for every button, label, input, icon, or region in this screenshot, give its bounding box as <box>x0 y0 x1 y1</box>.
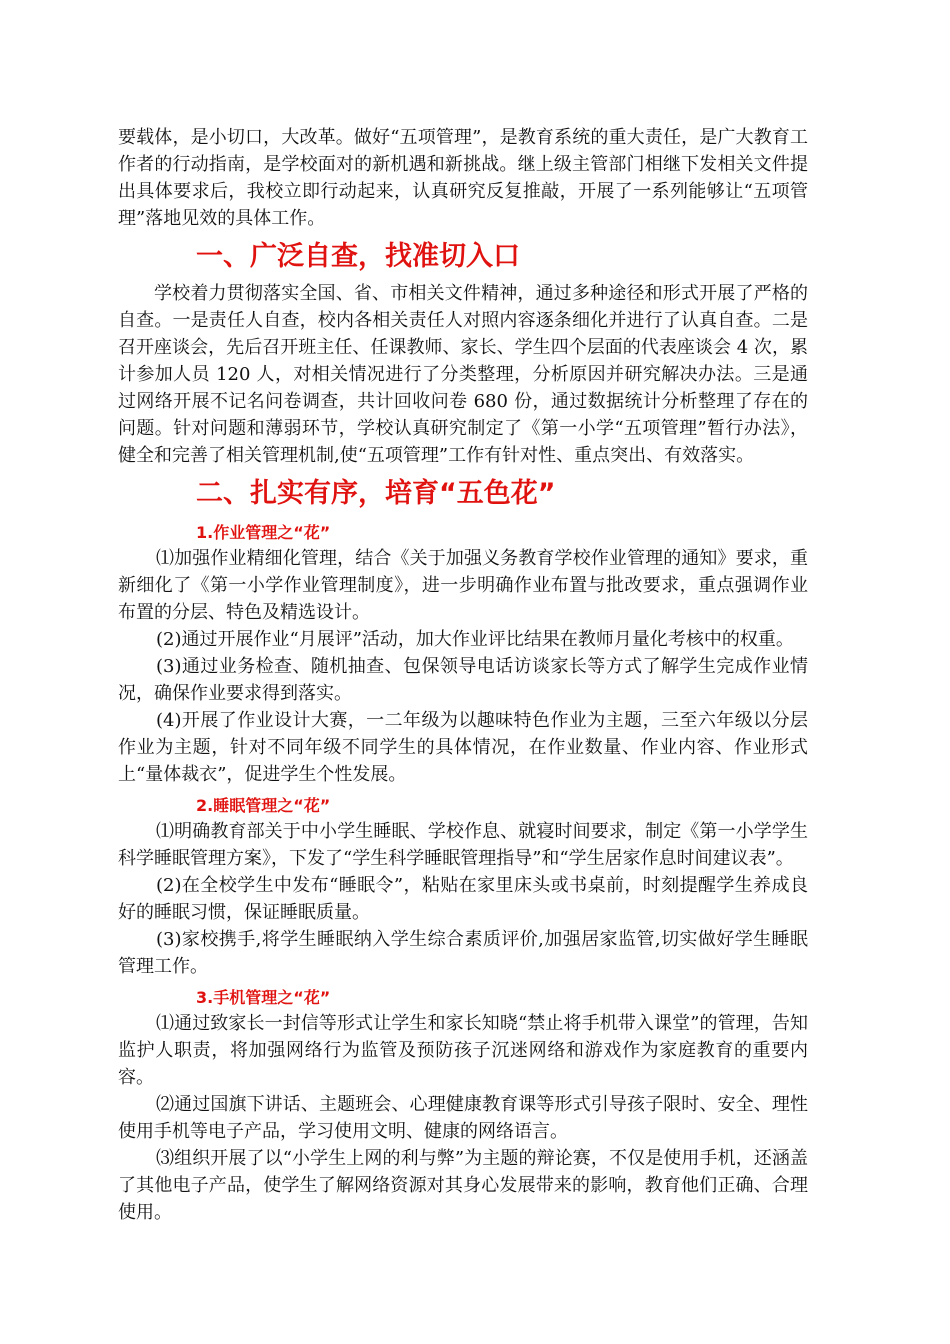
sleep-item-3: (3)家校携手,将学生睡眠纳入学生综合素质评价,加强居家监管,切实做好学生睡眠管理工作。 <box>118 929 808 977</box>
section1-paragraph: 学校着力贯彻落实全国、省、市相关文件精神，通过多种途径和形式开展了严格的自查。一是责任人自查，校内各相关责任人对照内容逐条细化并进行了认真自查。二是召开座谈会，先后召开班主任、任课教师、家长、学生四个层面的代表座谈会 4 次，累计参加人员 120 人，对相关情况进行了分类整理，分析原因并研究解决办法。三是通过网络开展不记名问卷调查，共计回收问卷 680 份，通过数据统计分析整理了存在的问题。针对问题和薄弱环节，学校认真研究制定了《第一小学“五项管理”暂行办法》，健全和完善了相关管理机制,使“五项管理”工作有针对性、重点突出、有效落实。 <box>118 283 808 466</box>
sleep-subheading: 2.睡眠管理之“花” <box>196 796 331 815</box>
homework-item-1: ⑴加强作业精细化管理，结合《关于加强义务教育学校作业管理的通知》要求，重新细化了《第一小学作业管理制度》，进一步明确作业布置与批改要求，重点强调作业布置的分层、特色及精选设计。 <box>118 548 808 623</box>
section1-heading: 一、广泛自查，找准切入口 <box>196 241 520 272</box>
sleep-item-1: ⑴明确教育部关于中小学生睡眠、学校作息、就寝时间要求，制定《第一小学学生科学睡眠管理方案》，下发了“学生科学睡眠管理指导”和“学生居家作息时间建议表”。 <box>118 821 808 869</box>
phone-item-1: ⑴通过致家长一封信等形式让学生和家长知晓“禁止将手机带入课堂”的管理，告知监护人职责，将加强网络行为监管及预防孩子沉迷网络和游戏作为家庭教育的重要内容。 <box>118 1013 808 1088</box>
phone-item-2: ⑵通过国旗下讲话、主题班会、心理健康教育课等形式引导孩子限时、安全、理性使用手机等电子产品，学习使用文明、健康的网络语言。 <box>118 1094 808 1142</box>
homework-subheading: 1.作业管理之“花” <box>196 523 331 542</box>
phone-subheading: 3.手机管理之“花” <box>196 988 331 1007</box>
phone-item-3: ⑶组织开展了以“小学生上网的利与弊”为主题的辩论赛，不仅是使用手机，还涵盖了其他电子产品，使学生了解网络资源对其身心发展带来的影响，教育他们正确、合理使用。 <box>118 1148 808 1223</box>
document-body <box>118 124 808 1226</box>
section2-heading: 二、扎实有序，培育“五色花” <box>196 478 556 509</box>
homework-item-3: (3)通过业务检查、随机抽查、包保领导电话访谈家长等方式了解学生完成作业情况，确保作业要求得到落实。 <box>118 656 808 704</box>
sleep-item-2: (2)在全校学生中发布“睡眠令”，粘贴在家里床头或书桌前，时刻提醒学生养成良好的睡眠习惯，保证睡眠质量。 <box>118 875 808 923</box>
intro-paragraph: 要载体，是小切口，大改革。做好“五项管理”，是教育系统的重大责任，是广大教育工作者的行动指南，是学校面对的新机遇和新挑战。继上级主管部门相继下发相关文件提出具体要求后，我校立即行动起来，认真研究反复推敲，开展了一系列能够让“五项管理”落地见效的具体工作。 <box>118 127 808 229</box>
homework-item-2: (2)通过开展作业“月展评”活动，加大作业评比结果在教师月量化考核中的权重。 <box>156 629 794 650</box>
homework-item-4: (4)开展了作业设计大赛，一二年级为以趣味特色作业为主题，三至六年级以分层作业为主题，针对不同年级不同学生的具体情况，在作业数量、作业内容、作业形式上“量体裁衣”，促进学生个性发展。 <box>118 710 808 785</box>
